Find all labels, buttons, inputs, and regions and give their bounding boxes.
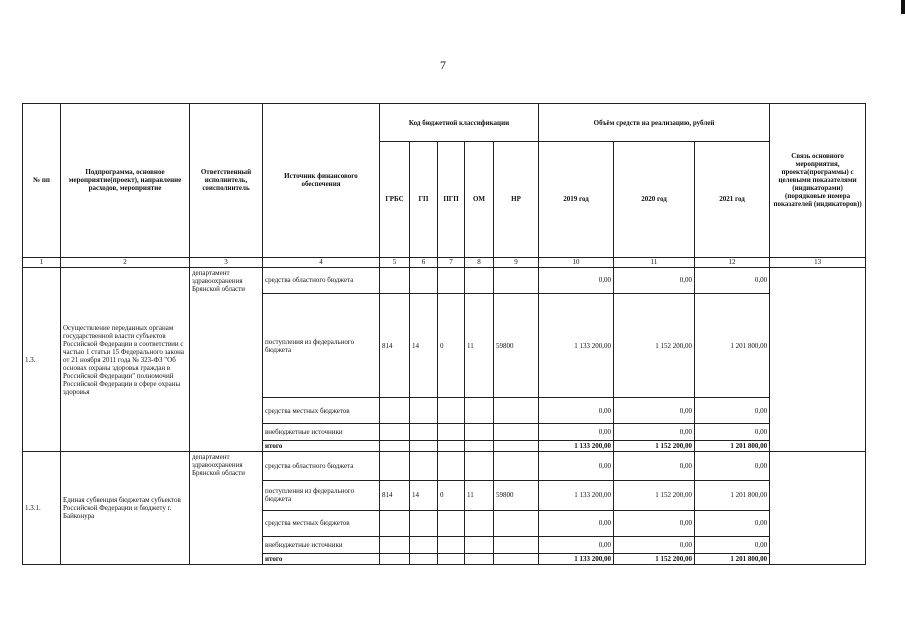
grbs-cell: 814	[380, 293, 410, 397]
pgp-cell	[438, 510, 465, 536]
link-cell	[770, 452, 866, 565]
header-executor: Ответственный исполнитель, соисполнитель	[190, 104, 263, 258]
source-cell: внебюджетные источники	[263, 424, 380, 441]
value-2020: 1 152 200,00	[614, 441, 695, 452]
om-cell	[465, 553, 494, 564]
value-2020: 0,00	[614, 452, 695, 480]
header-source: Источник финансового обеспечения	[263, 104, 380, 258]
header-grbs: ГРБС	[380, 142, 410, 258]
value-2019: 1 133 200,00	[539, 441, 614, 452]
value-2021: 0,00	[695, 267, 770, 293]
header-2019: 2019 год	[539, 142, 614, 258]
source-cell: средства областного бюджета	[263, 267, 380, 293]
value-2021: 1 201 800,00	[695, 553, 770, 564]
source-cell: поступления из федерального бюджета	[263, 480, 380, 510]
value-2021: 0,00	[695, 536, 770, 553]
row-number: 1.3.1.	[23, 452, 61, 565]
header-2020: 2020 год	[614, 142, 695, 258]
source-cell: поступления из федерального бюджета	[263, 293, 380, 397]
source-cell: итого	[263, 553, 380, 564]
value-2021: 1 201 800,00	[695, 441, 770, 452]
grbs-cell	[380, 510, 410, 536]
nr-cell: 59800	[494, 480, 539, 510]
pgp-cell	[438, 441, 465, 452]
gp-cell	[410, 424, 438, 441]
value-2020: 0,00	[614, 510, 695, 536]
index-cell: 10	[539, 257, 614, 267]
value-2019: 0,00	[539, 536, 614, 553]
source-cell: средства местных бюджетов	[263, 510, 380, 536]
value-2019: 0,00	[539, 398, 614, 424]
value-2021: 1 201 800,00	[695, 480, 770, 510]
table-row	[23, 267, 866, 293]
pgp-cell	[438, 267, 465, 293]
om-cell: 11	[465, 480, 494, 510]
index-cell: 12	[695, 257, 770, 267]
om-cell	[465, 536, 494, 553]
value-2019: 0,00	[539, 424, 614, 441]
value-2020: 0,00	[614, 536, 695, 553]
value-2020: 0,00	[614, 398, 695, 424]
value-2020: 1 152 200,00	[614, 480, 695, 510]
row-name: Осуществление переданных органам государственной власти субъектов Российской Федерации в соответствии с частью 1 статьи 15 Федерального закона от 21 ноября 2011 года № 323-ФЗ "Об основах охраны здоровья граждан в Российской Федерации" полномочий Российской Федерации в сфере охраны здоровья	[61, 267, 190, 452]
index-cell: 9	[494, 257, 539, 267]
header-2021: 2021 год	[695, 142, 770, 258]
om-cell	[465, 510, 494, 536]
nr-cell	[494, 452, 539, 480]
index-cell: 11	[614, 257, 695, 267]
source-cell: итого	[263, 441, 380, 452]
om-cell	[465, 267, 494, 293]
column-index-row	[23, 257, 866, 267]
value-2021: 0,00	[695, 398, 770, 424]
nr-cell	[494, 553, 539, 564]
pgp-cell	[438, 398, 465, 424]
header-gp: ГП	[410, 142, 438, 258]
value-2020: 1 152 200,00	[614, 553, 695, 564]
index-cell: 5	[380, 257, 410, 267]
value-2021: 0,00	[695, 452, 770, 480]
header-volume: Объём средств на реализацию, рублей	[539, 104, 770, 142]
nr-cell: 59800	[494, 293, 539, 397]
grbs-cell	[380, 553, 410, 564]
source-cell: средства местных бюджетов	[263, 398, 380, 424]
value-2021: 0,00	[695, 510, 770, 536]
value-2019: 1 133 200,00	[539, 293, 614, 397]
gp-cell	[410, 452, 438, 480]
om-cell	[465, 398, 494, 424]
row-executor: департамент здравоохранения Брянской области	[190, 452, 263, 565]
value-2021: 1 201 800,00	[695, 293, 770, 397]
grbs-cell	[380, 536, 410, 553]
value-2020: 1 152 200,00	[614, 293, 695, 397]
row-executor: департамент здравоохранения Брянской области	[190, 267, 263, 452]
link-cell	[770, 267, 866, 452]
gp-cell: 14	[410, 480, 438, 510]
pgp-cell: 0	[438, 293, 465, 397]
index-cell: 13	[770, 257, 866, 267]
pgp-cell	[438, 452, 465, 480]
gp-cell	[410, 398, 438, 424]
index-cell: 2	[61, 257, 190, 267]
index-cell: 8	[465, 257, 494, 267]
om-cell	[465, 441, 494, 452]
budget-table	[22, 103, 866, 565]
value-2021: 0,00	[695, 424, 770, 441]
source-cell: средства областного бюджета	[263, 452, 380, 480]
header-kbk: Код бюджетной классификации	[380, 104, 539, 142]
om-cell	[465, 452, 494, 480]
header-name: Подпрограмма, основное мероприятие(проект), направление расходов, мероприятие	[61, 104, 190, 258]
index-cell: 4	[263, 257, 380, 267]
grbs-cell	[380, 267, 410, 293]
gp-cell	[410, 510, 438, 536]
header-nr: НР	[494, 142, 539, 258]
index-cell: 6	[410, 257, 438, 267]
grbs-cell	[380, 452, 410, 480]
grbs-cell	[380, 424, 410, 441]
nr-cell	[494, 441, 539, 452]
grbs-cell	[380, 398, 410, 424]
om-cell: 11	[465, 293, 494, 397]
header-om: ОМ	[465, 142, 494, 258]
header-link: Связь основного мероприятия, проекта(программы) с целевыми показателями (индикаторами) (порядковые номера показателей (индикаторов))	[770, 104, 866, 258]
index-cell: 3	[190, 257, 263, 267]
value-2019: 0,00	[539, 510, 614, 536]
value-2019: 1 133 200,00	[539, 553, 614, 564]
gp-cell	[410, 536, 438, 553]
value-2020: 0,00	[614, 424, 695, 441]
nr-cell	[494, 267, 539, 293]
grbs-cell	[380, 441, 410, 452]
scan-edge-mark	[901, 0, 905, 14]
nr-cell	[494, 424, 539, 441]
om-cell	[465, 424, 494, 441]
value-2020: 0,00	[614, 267, 695, 293]
gp-cell: 14	[410, 293, 438, 397]
row-name: Единая субвенция бюджетам субъектов Российской Федерации и бюджету г. Байконура	[61, 452, 190, 565]
nr-cell	[494, 510, 539, 536]
gp-cell	[410, 267, 438, 293]
gp-cell	[410, 553, 438, 564]
source-cell: внебюджетные источники	[263, 536, 380, 553]
index-cell: 1	[23, 257, 61, 267]
header-pgp: ПГП	[438, 142, 465, 258]
nr-cell	[494, 536, 539, 553]
gp-cell	[410, 441, 438, 452]
page-number: 7	[440, 58, 446, 72]
row-number: 1.3.	[23, 267, 61, 452]
pgp-cell	[438, 424, 465, 441]
value-2019: 1 133 200,00	[539, 480, 614, 510]
header-num: № пп	[23, 104, 61, 258]
pgp-cell	[438, 536, 465, 553]
pgp-cell	[438, 553, 465, 564]
pgp-cell: 0	[438, 480, 465, 510]
value-2019: 0,00	[539, 452, 614, 480]
grbs-cell: 814	[380, 480, 410, 510]
value-2019: 0,00	[539, 267, 614, 293]
nr-cell	[494, 398, 539, 424]
table-row	[23, 452, 866, 480]
index-cell: 7	[438, 257, 465, 267]
